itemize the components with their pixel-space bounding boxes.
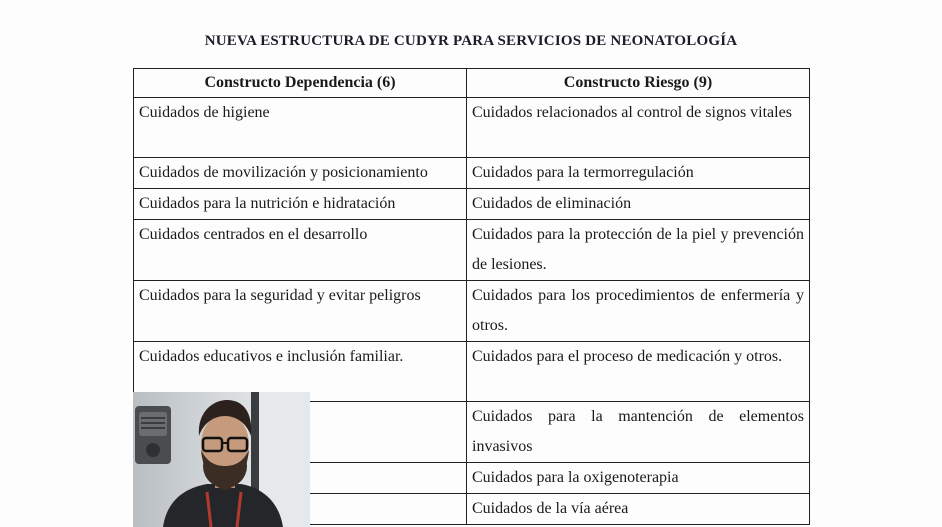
table-cell: Cuidados de movilización y posicionamiento bbox=[134, 158, 467, 189]
table-cell: Cuidados para el proceso de medicación y otros. bbox=[467, 342, 810, 402]
table-cell: Cuidados de la vía aérea bbox=[467, 494, 810, 525]
table-cell: Cuidados centrados en el desarrollo bbox=[134, 220, 467, 281]
table-row bbox=[134, 281, 810, 342]
table-cell: Cuidados para la seguridad y evitar peligros bbox=[134, 281, 467, 342]
table-cell: Cuidados para los procedimientos de enfermería y otros. bbox=[467, 281, 810, 342]
table-cell: Cuidados para la termorregulación bbox=[467, 158, 810, 189]
table-cell: Cuidados para la mantención de elementos invasivos bbox=[467, 402, 810, 463]
table-row bbox=[134, 158, 810, 189]
table-cell: Cuidados para la oxigenoterapia bbox=[467, 463, 810, 494]
webcam-video-feed bbox=[133, 392, 310, 527]
slide-title: NUEVA ESTRUCTURA DE CUDYR PARA SERVICIOS DE NEONATOLOGÍA bbox=[204, 33, 738, 49]
table-cell: Cuidados para la protección de la piel y prevención de lesiones. bbox=[467, 220, 810, 281]
table-cell: Cuidados relacionados al control de signos vitales bbox=[467, 98, 810, 158]
presenter-video-image bbox=[133, 392, 310, 527]
table-cell: Cuidados educativos e inclusión familiar. bbox=[134, 342, 467, 402]
header-dependencia: Constructo Dependencia (6) bbox=[134, 69, 467, 98]
table-header-row bbox=[134, 69, 810, 98]
table-row bbox=[134, 98, 810, 158]
table-row bbox=[134, 189, 810, 220]
table-cell: Cuidados para la nutrición e hidratación bbox=[134, 189, 467, 220]
table-row bbox=[134, 220, 810, 281]
table-cell: Cuidados de eliminación bbox=[467, 189, 810, 220]
header-riesgo: Constructo Riesgo (9) bbox=[467, 69, 810, 98]
table-cell: Cuidados de higiene bbox=[134, 98, 467, 158]
